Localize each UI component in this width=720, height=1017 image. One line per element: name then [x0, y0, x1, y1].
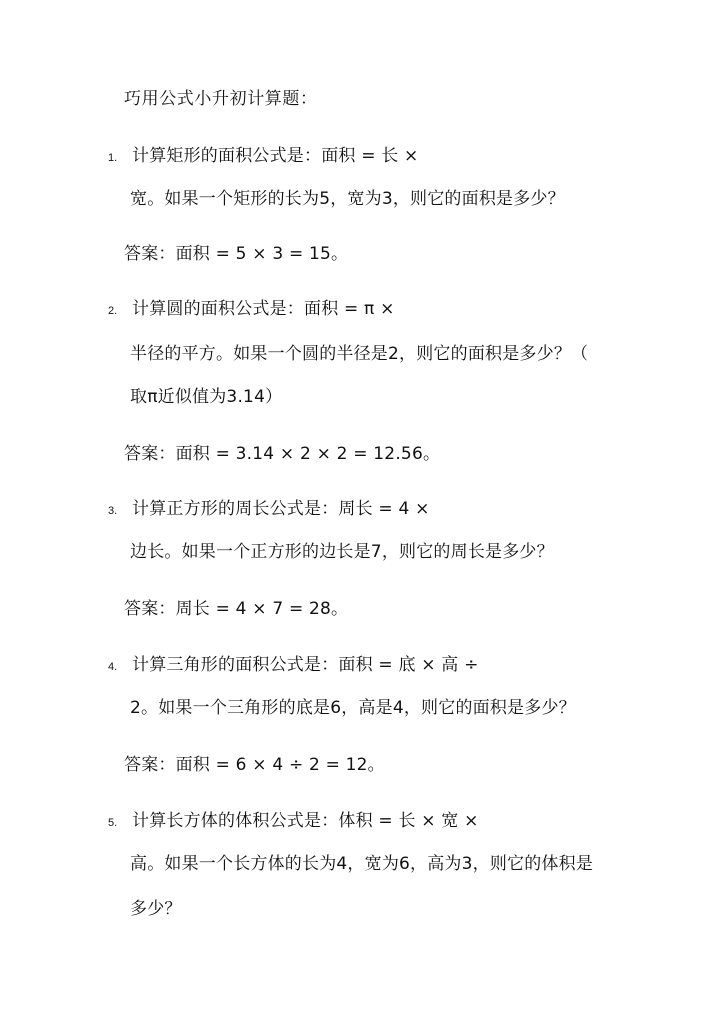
question-text-line: 边长。如果一个正方形的边长是7，则它的周长是多少？ — [130, 542, 554, 562]
answer-text: 答案：周长 = 4 × 7 = 28。 — [124, 599, 349, 619]
question-text-line: 计算矩形的面积公式是：面积 = 长 × — [132, 146, 419, 166]
page-title: 巧用公式小升初计算题： — [124, 89, 318, 109]
question-number: 3. — [108, 505, 118, 517]
question-text-line: 计算长方体的体积公式是：体积 = 长 × 宽 × — [132, 811, 479, 831]
question-text-line: 高。如果一个长方体的长为4，宽为6，高为3，则它的体积是 — [130, 854, 594, 874]
question-text-line: 计算三角形的面积公式是：面积 = 底 × 高 ÷ — [132, 655, 479, 675]
question-number: 1. — [108, 152, 118, 164]
question-text-line: 取π近似值为3.14） — [130, 387, 283, 407]
question-number: 4. — [108, 661, 118, 673]
answer-text: 答案：面积 = 3.14 × 2 × 2 = 12.56。 — [124, 444, 441, 464]
question-number: 5. — [108, 817, 118, 829]
question-number: 2. — [108, 305, 118, 317]
question-text-line: 多少？ — [130, 899, 182, 919]
question-text-line: 计算圆的面积公式是：面积 = π × — [132, 299, 395, 319]
question-text-line: 宽。如果一个矩形的长为5，宽为3，则它的面积是多少？ — [130, 189, 565, 209]
question-text-line: 计算正方形的周长公式是：周长 = 4 × — [132, 499, 430, 519]
question-text-line: 半径的平方。如果一个圆的半径是2，则它的面积是多少？（ — [130, 344, 589, 364]
question-text-line: 2。如果一个三角形的底是6，高是4，则它的面积是多少？ — [130, 698, 576, 718]
answer-text: 答案：面积 = 5 × 3 = 15。 — [124, 244, 349, 264]
answer-text: 答案：面积 = 6 × 4 ÷ 2 = 12。 — [124, 755, 385, 775]
